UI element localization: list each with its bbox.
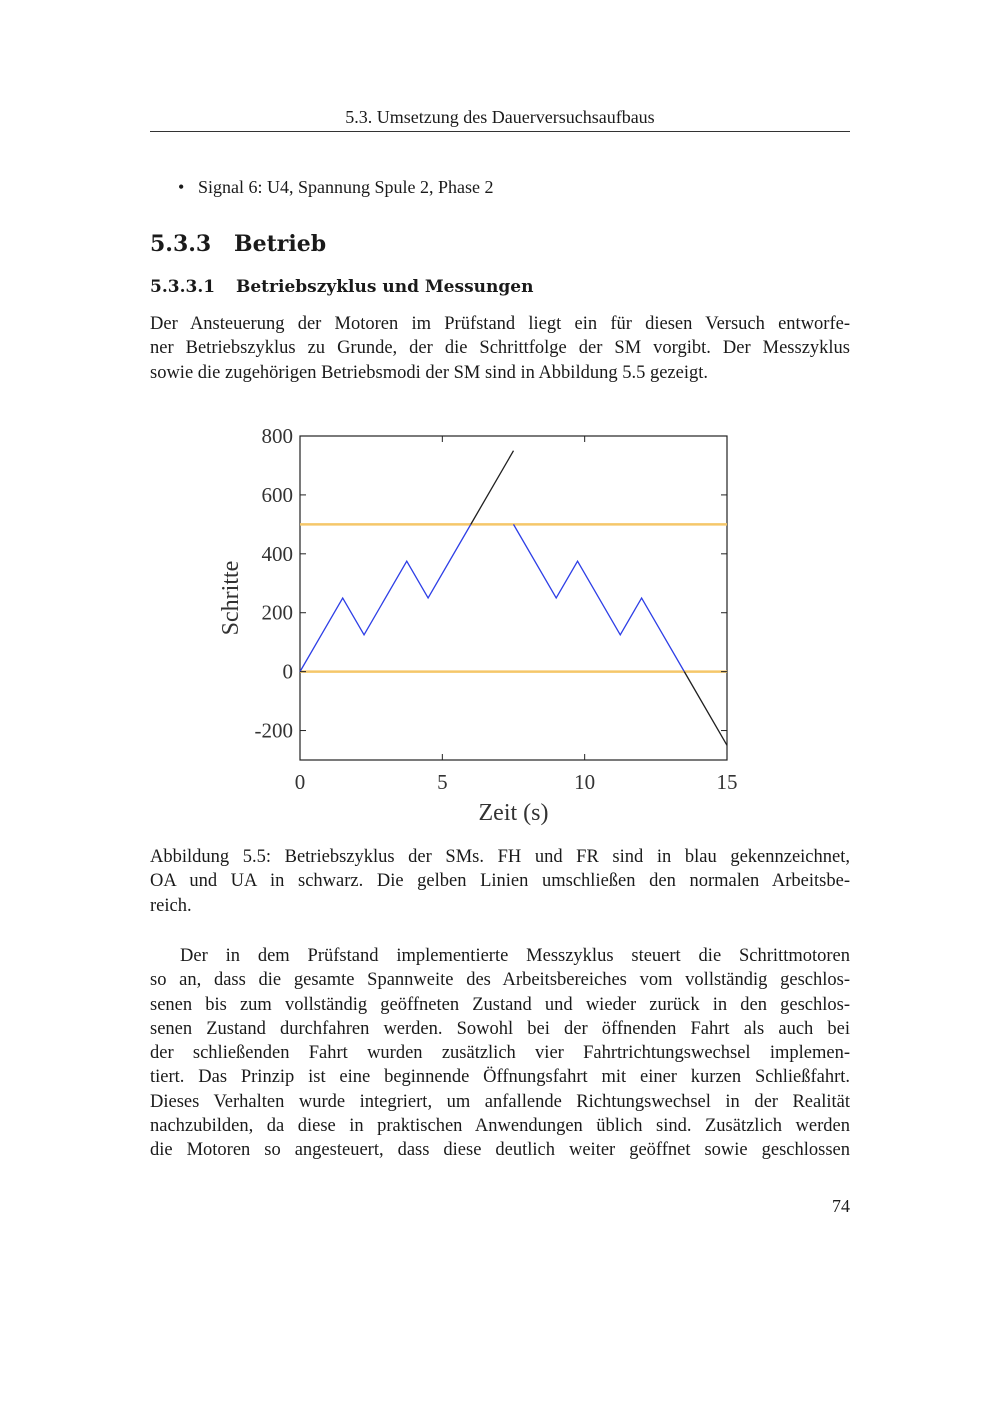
figure-caption: [150, 845, 850, 918]
plot-frame: [300, 436, 727, 760]
subsection-title: Betriebszyklus und Messungen: [236, 277, 534, 297]
series-line-oa: [471, 451, 514, 525]
bullet-icon: •: [178, 177, 185, 197]
series-line-ua: [684, 672, 727, 746]
y-tick-label: 400: [261, 541, 293, 566]
x-tick-label: 15: [716, 770, 738, 794]
caption-line: Abbildung 5.5: Betriebszyklus der SMs. FH und FR sind in blau gekennzeichnet,: [150, 847, 850, 867]
caption-line: OA und UA in schwarz. Die gelben Linien umschließen den normalen Arbeitsbe-: [150, 871, 850, 892]
paragraph-line: der schließenden Fahrt wurden zusätzlich vier Fahrtrichtungswechsel implemen-: [150, 1043, 850, 1064]
y-axis-label: Schritte: [218, 560, 244, 636]
caption-line: reich.: [150, 895, 192, 916]
section-number: 5.3.3: [150, 231, 212, 257]
y-tick-label: 600: [261, 482, 293, 507]
body-paragraph: [150, 944, 850, 1163]
paragraph-line: senen bis zum vollständig geöffneten Zustand und wieder zurück in den geschlos-: [150, 994, 850, 1015]
paragraph-line: ner Betriebszyklus zu Grunde, der die Schrittfolge der SM vorgibt. Der Messzyklus: [150, 338, 850, 359]
paragraph-line: nachzubilden, da diese in praktischen Anwendungen üblich sind. Zusätzlich werden: [150, 1116, 850, 1137]
paragraph-line: Der in dem Prüfstand implementierte Messzyklus steuert die Schrittmotoren: [180, 946, 850, 966]
paragraph-line: die Motoren so angesteuert, dass diese deutlich weiter geöffnet sowie geschlossen: [150, 1140, 850, 1161]
y-tick-label: 200: [261, 600, 293, 625]
series-line-fr: [514, 524, 685, 671]
x-tick-label: 0: [294, 770, 306, 794]
page-number: 74: [832, 1196, 850, 1216]
paragraph-line: sowie die zugehörigen Betriebsmodi der SM sind in Abbildung 5.5 gezeigt.: [150, 362, 708, 383]
x-axis-label: Zeit (s): [478, 800, 549, 826]
paragraph-line: tiert. Das Prinzip ist eine beginnende Öffnungsfahrt mit einer kurzen Schließfahrt.: [150, 1067, 850, 1088]
paragraph-line: senen Zustand durchfahren werden. Sowohl bei der öffnenden Fahrt als auch bei: [150, 1018, 850, 1039]
y-tick-label: 0: [282, 659, 293, 684]
running-header: 5.3. Umsetzung des Dauerversuchsaufbaus: [345, 107, 655, 127]
paragraph-line: Der Ansteuerung der Motoren im Prüfstand liegt ein für diesen Versuch entworfe-: [150, 314, 850, 334]
section-title: Betrieb: [234, 231, 327, 257]
bullet-text: Signal 6: U4, Spannung Spule 2, Phase 2: [198, 177, 494, 197]
x-tick-label: 5: [437, 770, 448, 794]
x-tick-label: 10: [574, 770, 596, 794]
y-tick-label: 800: [261, 424, 293, 448]
y-tick-label: -200: [254, 718, 293, 743]
paragraph-line: Dieses Verhalten wurde integriert, um anfallende Richtungswechsel in der Realität: [150, 1091, 850, 1112]
series-line-fh-fr: [300, 524, 471, 671]
subsection-number: 5.3.3.1: [150, 277, 216, 297]
paragraph-line: so an, dass die gesamte Spannweite des Arbeitsbereiches vom vollständig geschlos-: [150, 970, 850, 991]
